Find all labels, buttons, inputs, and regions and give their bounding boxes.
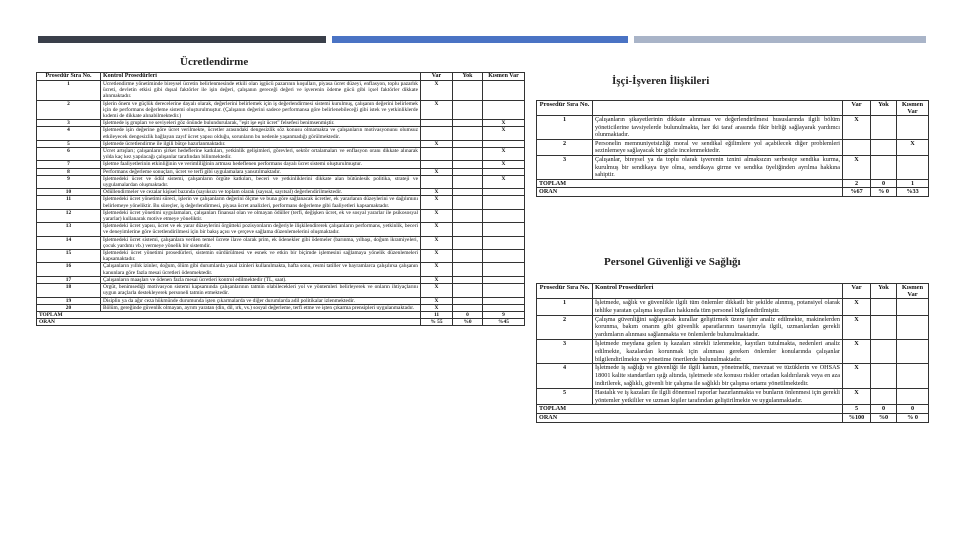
row-number: 8 — [37, 168, 101, 175]
table-row — [537, 315, 929, 339]
row-text: İşletmedeki ücret yönetimi prosedürleri, sistemin sürdürülmesi ve esnek ve etkin bir biçimde işlemesini sağlamaya yönelik düzenlemeleri kapsamaktadır. — [101, 250, 421, 263]
row-text: İşletmedeki ücret yönetimi süreci, işlerin ve çalışanların değerini ölçme ve buna göre sağlanacak ücretler, ek yararlanın düzeylerini ve dağılımını belirlemeye yöneliktir. Bu süreçler, iş değerlendirmesi, piyasa ücret analizleri, performans değerleme gibi faaliyetleri kapsamaktadır. — [101, 196, 421, 209]
kismen-mark — [483, 140, 525, 147]
yok-mark — [871, 339, 897, 363]
total-row — [37, 311, 525, 318]
var-mark: X — [421, 236, 453, 249]
row-text: Personelin memnuniyetsizliği moral ve sendikal eğilimlere yol açabilecek diğer problemleri sezinlemeye sağlayacak bir gözle incelenmektedir. — [593, 139, 843, 155]
row-number: 9 — [37, 175, 101, 188]
ratio-var: % 55 — [421, 319, 453, 326]
row-text: İşletme faaliyetlerinin etkinliğinin ve verimliliğinin artması hedeflenen performans dayalı ücret sistemi oluşturulmuştur. — [101, 161, 421, 168]
top-bar-dark — [38, 36, 326, 43]
total-var: 2 — [843, 179, 871, 188]
var-mark — [421, 148, 453, 161]
table-row — [537, 116, 929, 140]
row-number: 1 — [537, 116, 593, 140]
total-label: TOPLAM — [37, 311, 421, 318]
row-text: İşletmedeki ücret yönetimi uygulamaları, çalışanları finansal olan ve olmayan ödüller (terfi, değişken ücret, ek ve sosyal yararlar ile psikososyal yararlar) kullanarak motive etmeye yöneliktir. — [101, 209, 421, 222]
var-mark: X — [421, 168, 453, 175]
var-mark: X — [421, 81, 453, 101]
yok-mark — [871, 315, 897, 339]
row-text: İşletmede ücretlendirme ile ilgili bütçe hazırlanmaktadır. — [101, 140, 421, 147]
yok-mark — [871, 299, 897, 316]
table-ucretlendirme — [36, 72, 525, 326]
yok-mark — [453, 81, 483, 101]
table-row — [37, 284, 525, 297]
kismen-mark — [483, 100, 525, 120]
table-row — [37, 250, 525, 263]
var-mark: X — [843, 116, 871, 140]
ratio-var: %67 — [843, 188, 871, 197]
header-kismen: Kısmen Var — [483, 73, 525, 81]
var-mark — [421, 120, 453, 127]
yok-mark — [453, 236, 483, 249]
kismen-mark — [897, 299, 929, 316]
kismen-mark: X — [897, 139, 929, 155]
row-text: İşletmede meydana gelen iş kazaları sürekli izlenmekte, kayıtları tutulmakta, nedenleri analiz edilmekte, kazalardan korunmak için alınması gereken önlemler konularında çalışanlar bilgilendirilmekte ve yönetime önerilerde bulunulmaktadır. — [593, 339, 843, 363]
kismen-mark — [897, 315, 929, 339]
yok-mark — [871, 139, 897, 155]
table-isci-isveren — [536, 100, 929, 197]
yok-mark — [453, 196, 483, 209]
header-no: Prosedür Sıra No. — [37, 73, 101, 81]
row-number: 3 — [537, 155, 593, 179]
var-mark: X — [843, 155, 871, 179]
var-mark: X — [421, 223, 453, 236]
row-text: Hastalık ve iş kazaları ile ilgili dönemsel raporlar hazırlanmakta ve bunların önlenmesi için gerekli yöntemler yetkililer ve uzman kişiler tarafından geliştirilmekte ve uygulanmaktadır. — [593, 388, 843, 405]
total-label: TOPLAM — [537, 405, 843, 414]
kismen-mark — [483, 284, 525, 297]
table-row — [37, 276, 525, 283]
kismen-mark — [897, 364, 929, 388]
ratio-yok: % 0 — [871, 188, 897, 197]
kismen-mark — [897, 155, 929, 179]
yok-mark — [453, 168, 483, 175]
ratio-row — [37, 319, 525, 326]
row-number: 5 — [537, 388, 593, 405]
table-row — [37, 189, 525, 196]
var-mark: X — [843, 388, 871, 405]
var-mark: X — [421, 284, 453, 297]
row-text: Çalışanların yıllık izinler, doğum, ölüm gibi durumlarda yasal izinleri kullanılmakta, hafta sonu, resmi tatiller ve bayramlarca çalışılırsa çalışanın kanunlara göre fazla mesai ücretleri ödenmektedir. — [101, 263, 421, 276]
var-mark: X — [421, 263, 453, 276]
kismen-mark: X — [483, 161, 525, 168]
table-row — [37, 304, 525, 311]
row-text: Performans değerleme sonuçları, ücret ve terfi gibi uygulamalara yansıtılmaktadır. — [101, 168, 421, 175]
kismen-mark — [897, 339, 929, 363]
var-mark — [421, 161, 453, 168]
table-row — [37, 175, 525, 188]
heading-personel-guvenligi: Personel Güvenliği ve Sağlığı — [604, 256, 741, 268]
table-row — [537, 364, 929, 388]
header-kismen: Kısmen Var — [897, 101, 929, 116]
kismen-mark — [483, 209, 525, 222]
header-yok: Yok — [453, 73, 483, 81]
table-personel-guvenligi — [536, 283, 929, 423]
ratio-label: ORAN — [537, 188, 843, 197]
row-number: 5 — [37, 140, 101, 147]
yok-mark — [453, 276, 483, 283]
top-bar-light — [634, 36, 926, 43]
var-mark: X — [843, 299, 871, 316]
total-kismen: 0 — [897, 405, 929, 414]
yok-mark — [453, 127, 483, 140]
row-text: Disiplin ya da ağır ceza hükmünde durumunda işten çıkarmalarda ve diğer durumlarda adil politikalar izlenmektedir. — [101, 297, 421, 304]
row-number: 2 — [537, 315, 593, 339]
kismen-mark — [897, 388, 929, 405]
table-row — [37, 209, 525, 222]
ratio-kismen: %33 — [897, 188, 929, 197]
row-number: 13 — [37, 223, 101, 236]
row-number: 2 — [537, 139, 593, 155]
total-row — [537, 179, 929, 188]
var-mark: X — [843, 339, 871, 363]
yok-mark — [453, 140, 483, 147]
row-text: İşlerin önem ve güçlük derecelerine dayalı olarak, değerlerini belirlemek için iş değerlendirmesi sistemi kurulmuş, çalışanın değerini belirlemek için de performans değerleme sistemi oluşturulmuştur. (Çalışanın değerini sadece performansa göre belirlenebileceği gibi istek ve yetkinliklerde kıdemi de dikkate alınabilmektedir.) — [101, 100, 421, 120]
table-row — [537, 339, 929, 363]
table-row — [537, 155, 929, 179]
yok-mark — [871, 155, 897, 179]
row-number: 6 — [37, 148, 101, 161]
yok-mark — [453, 263, 483, 276]
table-row — [537, 299, 929, 316]
yok-mark — [453, 304, 483, 311]
table-row — [537, 139, 929, 155]
header-yok: Yok — [871, 101, 897, 116]
yok-mark — [453, 148, 483, 161]
yok-mark — [453, 175, 483, 188]
header-yok: Yok — [871, 284, 897, 299]
row-number: 14 — [37, 236, 101, 249]
var-mark: X — [421, 304, 453, 311]
top-bar-blue — [332, 36, 628, 43]
ratio-yok: %0 — [453, 319, 483, 326]
var-mark — [843, 139, 871, 155]
var-mark: X — [421, 276, 453, 283]
header-proc: Kontrol Prosedürleri — [593, 284, 843, 299]
total-var: 5 — [843, 405, 871, 414]
row-number: 1 — [37, 81, 101, 101]
table-row — [37, 127, 525, 140]
total-kismen: 1 — [897, 179, 929, 188]
ratio-row — [537, 188, 929, 197]
var-mark — [421, 175, 453, 188]
yok-mark — [453, 284, 483, 297]
row-text: Örgüt, benimsediği motivasyon sistemi kapsamında çalışanlarının tatmin olabilecekleri yol ve yöntemleri belirleyerek ve onların ihtiyaçlarını uygun araçlarla destekleyerek personeli tatmin etmektedir. — [101, 284, 421, 297]
row-text: İşletmedeki ücret ve ödül sistemi, çalışanların örgüte katkıları, beceri ve yetkinliklerini dikkate alan bütünlesik politika, strateji ve uygulamalardan oluşmaktadır. — [101, 175, 421, 188]
var-mark: X — [421, 189, 453, 196]
total-var: 11 — [421, 311, 453, 318]
row-number: 12 — [37, 209, 101, 222]
row-text: Çalışanların maaşları ve ödenen fazla mesai ücretleri kontrol edilmektedir (TL, saat). — [101, 276, 421, 283]
yok-mark — [871, 388, 897, 405]
row-number: 1 — [537, 299, 593, 316]
header-no: Prosedür Sıra No. — [537, 101, 593, 116]
row-number: 3 — [37, 120, 101, 127]
row-number: 2 — [37, 100, 101, 120]
kismen-mark — [483, 263, 525, 276]
yok-mark — [453, 120, 483, 127]
var-mark: X — [421, 297, 453, 304]
header-no: Prosedür Sıra No. — [537, 284, 593, 299]
table-row — [37, 140, 525, 147]
var-mark: X — [843, 315, 871, 339]
yok-mark — [453, 297, 483, 304]
table-row — [37, 263, 525, 276]
yok-mark — [871, 116, 897, 140]
yok-mark — [453, 209, 483, 222]
kismen-mark: X — [483, 127, 525, 140]
row-number: 19 — [37, 297, 101, 304]
header-proc — [593, 101, 843, 116]
ratio-kismen: %45 — [483, 319, 525, 326]
var-mark — [421, 127, 453, 140]
heading-ucretlendirme: Ücretlendirme — [180, 56, 249, 68]
row-text: Çalışma güvenliğini sağlayacak kurallar geliştirmek üzere işler analiz edilmekte, makinelerden korunma, bakım onarım gibi güvenlik aparatlarının tasarımıyla ilgili, uzmanlardan gerekli yardımların alınması sağlanmakta ve önlemlerde bulunulmaktadır. — [593, 315, 843, 339]
row-text: İşletmede, sağlık ve güvenlikle ilgili tüm önlemler dikkatli bir şekilde alınmış, potansiyel olarak tehlike yaratan çalışma koşulları hakkında tüm personel bilgilendirilmiştir. — [593, 299, 843, 316]
row-number: 15 — [37, 250, 101, 263]
kismen-mark — [483, 189, 525, 196]
yok-mark — [453, 100, 483, 120]
row-number: 4 — [37, 127, 101, 140]
kismen-mark — [483, 304, 525, 311]
kismen-mark — [483, 297, 525, 304]
row-text: İşletmedeki ücret yapısı, ücret ve ek yarar düzeylerini örgütteki pozisyonların değeriyle ilişkilendirerek çalışanların performans, yetkinlik, beceri ve deneyimlerine göre ücretlendirilmesi için bir bakış açısı ve çerçeve sağlama düzenlemelerini oluşmaktadır. — [101, 223, 421, 236]
yok-mark — [453, 223, 483, 236]
kismen-mark — [483, 223, 525, 236]
kismen-mark — [483, 236, 525, 249]
ratio-row — [537, 414, 929, 423]
ratio-kismen: % 0 — [897, 414, 929, 423]
var-mark: X — [843, 364, 871, 388]
var-mark: X — [421, 100, 453, 120]
var-mark: X — [421, 196, 453, 209]
row-text: İşletmedeki ücret sistemi, çalışanlara verilen temel ücrete ilave olarak prim, ek ödenekler gibi ödemeler (barınma, yılbaşı, doğum ikramiyeleri, çocuk yardımı vb.) vermeye yönelik bir sistemdir. — [101, 236, 421, 249]
table-row — [37, 236, 525, 249]
heading-isci-isveren: İşçi-İşveren İlişkileri — [612, 75, 710, 87]
table-row — [37, 148, 525, 161]
row-number: 4 — [537, 364, 593, 388]
row-text: Ödüllendirmeler ve cezalar kişisel bazında (sayıksızı ve toplam olarak (sayısal, sayıtsal) değerlendirilmektedir. — [101, 189, 421, 196]
row-number: 18 — [37, 284, 101, 297]
var-mark: X — [421, 140, 453, 147]
row-text: İşletmede işin değerine göre ücret verilmekte, ücretler arasındaki dengesizlik söz konusu olmamakta ve çalışanların motivasyonunu olumsuz etkileyecek dengesizlik bağlayan zayıf ücret yapısı olduğu, sorunların bu nedenle yaşanmadığı görülmektedir. — [101, 127, 421, 140]
row-number: 20 — [37, 304, 101, 311]
ratio-var: %100 — [843, 414, 871, 423]
row-text: Ücret artışları; çalışanların şirket hedeflerine katkıları, yetkinlik gelişimleri, görevleri, sektör ortalamaları ve enflasyon oranı dikkate alınarak yılda kaç kez yapılacağı çalışanlar tarafından bilinmektedir. — [101, 148, 421, 161]
header-kismen: Kısmen Var — [897, 284, 929, 299]
header-var: Var — [843, 284, 871, 299]
row-text: Bölüm, gereğinde güvenlik olmayan, ayrım yaratan (din, dil, ırk, vs.) sosyal değerleme, terfi etme ve işten çıkarma prensipleri uygulanmaktadır. — [101, 304, 421, 311]
kismen-mark — [483, 250, 525, 263]
var-mark: X — [421, 209, 453, 222]
row-text: Çalışanlar, bireysel ya da toplu olarak işverenin iznini almaksızın serbestçe sendika kurma, kurulmuş bir sendikaya üye olma, sendikaya girme ve sendika üyeliğinden ayrılma hakkına sahiptir. — [593, 155, 843, 179]
yok-mark — [871, 364, 897, 388]
kismen-mark — [483, 276, 525, 283]
table-row — [37, 100, 525, 120]
kismen-mark: X — [483, 120, 525, 127]
table-row — [37, 81, 525, 101]
kismen-mark — [897, 116, 929, 140]
yok-mark — [453, 161, 483, 168]
header-var: Var — [843, 101, 871, 116]
row-number: 11 — [37, 196, 101, 209]
kismen-mark: X — [483, 175, 525, 188]
kismen-mark — [483, 168, 525, 175]
row-text: Ücretlendirme yönetiminde bireysel ücretin belirlenmesinde etkili olan işgücü pazarının koşulları, piyasa ücret düzeyi, enflasyon, toplu pazarlık ücreti, devletin etkisi gibi dışsal faktörler ile işin değeri, çalışanın gereceği değeri ve işverenin ödeme gücü gibi içsel faktörler dikkate alınmaktadır. — [101, 81, 421, 101]
kismen-mark: X — [483, 148, 525, 161]
total-label: TOPLAM — [537, 179, 843, 188]
table-row — [37, 223, 525, 236]
row-text: İşletmede iş sağlığı ve güvenliği ile ilgili kanun, yönetmelik, mevzuat ve tüzüklerin ve OHSAS 18001 kalite standartları ışığı altında, işletmede söz konusu riskler ortadan kaldırılarak veya en aza indirilerek, sağlıklı, güvenli bir çalışma ile sağlıklı bir çalışma ortamı yönetilmektedir. — [593, 364, 843, 388]
header-var: Var — [421, 73, 453, 81]
table-row — [37, 120, 525, 127]
row-number: 16 — [37, 263, 101, 276]
header-proc: Kontrol Prosedürleri — [101, 73, 421, 81]
total-yok: 0 — [871, 405, 897, 414]
row-number: 10 — [37, 189, 101, 196]
table-row — [37, 161, 525, 168]
var-mark: X — [421, 250, 453, 263]
row-number: 7 — [37, 161, 101, 168]
row-text: Çalışanların şikayetlerinin dikkate alınması ve değerlendirilmesi hususlarında ilgili bölüm yöneticilerine tavsiyelerde bulunulmakta, her iki taraf arasında fikir birliği sağlayarak yardımcı olunmaktadır. — [593, 116, 843, 140]
ratio-label: ORAN — [37, 319, 421, 326]
row-text: İşletmede iş grupları ve seviyeleri göz önünde bulundurularak, "eşit işe eşit ücret" felsefesi benimsenmiştir. — [101, 120, 421, 127]
table-row — [537, 388, 929, 405]
table-row — [37, 297, 525, 304]
total-yok: 0 — [453, 311, 483, 318]
row-number: 3 — [537, 339, 593, 363]
total-yok: 0 — [871, 179, 897, 188]
row-number: 17 — [37, 276, 101, 283]
table-row — [37, 196, 525, 209]
kismen-mark — [483, 81, 525, 101]
ratio-yok: %0 — [871, 414, 897, 423]
yok-mark — [453, 250, 483, 263]
total-row — [537, 405, 929, 414]
total-kismen: 9 — [483, 311, 525, 318]
ratio-label: ORAN — [537, 414, 843, 423]
kismen-mark — [483, 196, 525, 209]
yok-mark — [453, 189, 483, 196]
table-row — [37, 168, 525, 175]
